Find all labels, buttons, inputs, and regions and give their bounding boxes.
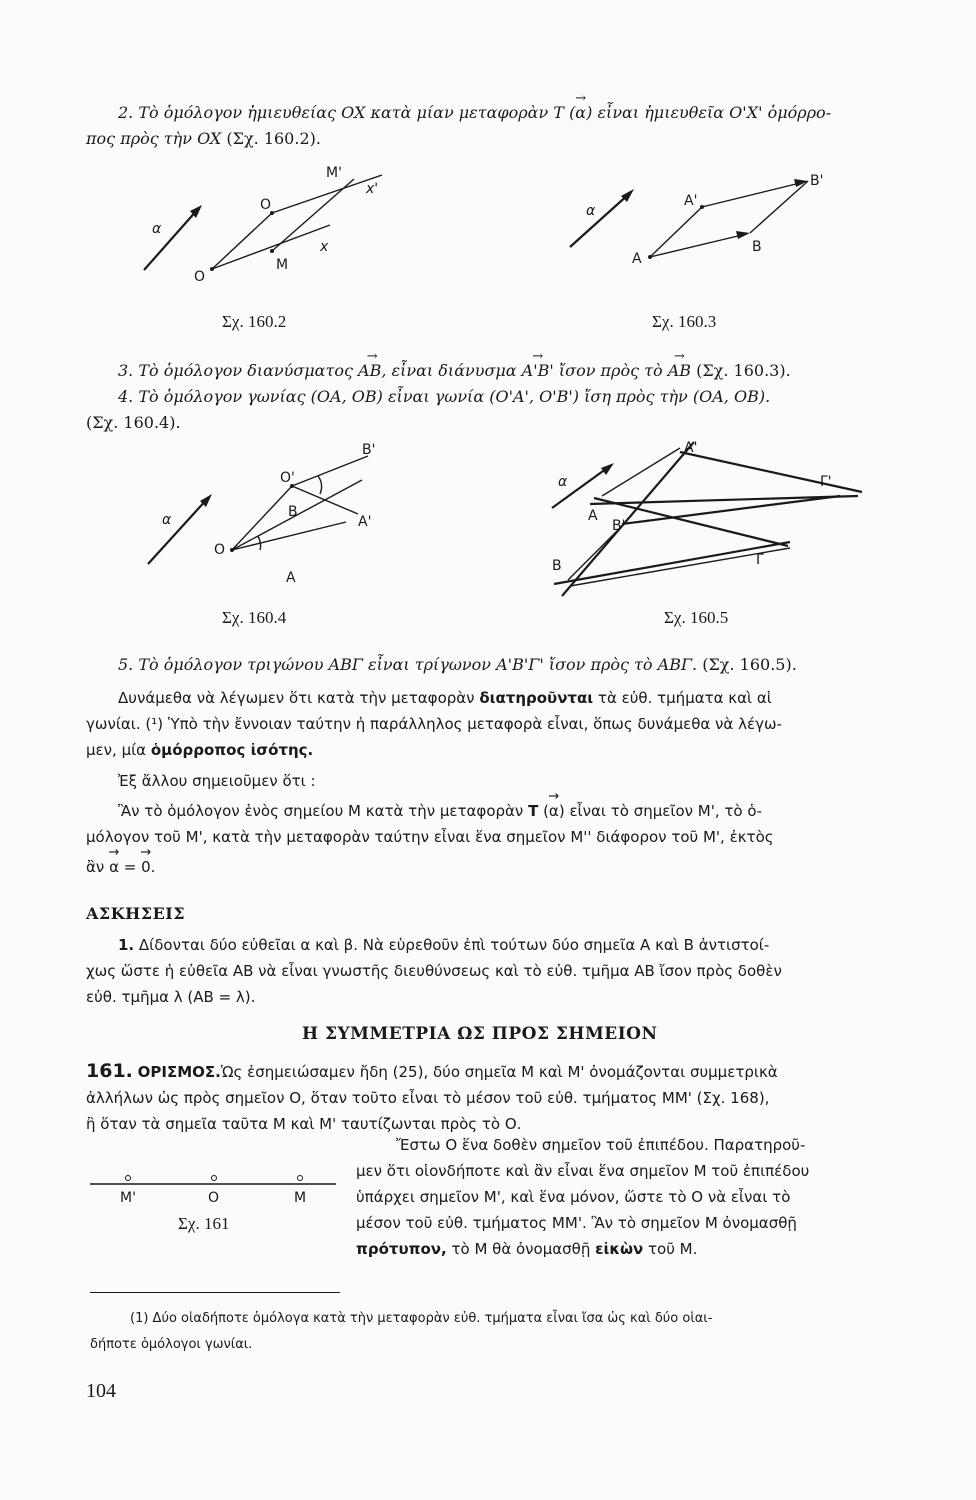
section-title: Η ΣΥΜΜΕΤΡΙΑ ΩΣ ΠΡΟΣ ΣΗΜΕΙΟΝ: [302, 1024, 658, 1044]
alpha-label: α: [586, 203, 596, 219]
item-4-text-b: εἶναι γωνία: [387, 387, 485, 406]
figure-160-4: [140, 440, 400, 590]
para1-bold-equality: ὁμόρροπος ἰσότης.: [150, 741, 314, 759]
ray-oa: [232, 522, 346, 550]
label-b: B: [552, 558, 562, 574]
point-m: [270, 249, 274, 253]
label-bp: B': [362, 442, 376, 458]
point-m: [298, 1176, 303, 1181]
definition-line-2: ἀλλήλων ὡς πρὸς σημεῖον Ο, ὅταν τοῦτο εἶναι τὸ μέσον τοῦ εὐθ. τμήματος ΜΜ' (Σχ. 168),: [86, 1089, 770, 1107]
point-ap: [700, 205, 704, 209]
alpha-arrow-head: [601, 463, 614, 475]
para3-equals: =: [123, 858, 137, 876]
item-5-number: 5.: [118, 655, 134, 674]
footnote: [90, 1306, 940, 1358]
item-5-ref: (Σχ. 160.5).: [702, 655, 797, 674]
definition-label: ΟΡΙΣΜΟΣ.: [137, 1063, 221, 1081]
label-m: M: [294, 1190, 307, 1206]
definition-line-3: ἢ ὅταν τὰ σημεῖα ταῦτα Μ καὶ Μ' ταυτίζωνται πρὸς τὸ Ο.: [86, 1115, 522, 1133]
right-line-4: μέσον τοῦ εὐθ. τμήματος ΜΜ'. Ἂν τὸ σημεῖον Μ ὀνομασθῇ: [356, 1214, 797, 1232]
para3-text-b: εἶναι τὸ σημεῖον Μ', τὸ ὁ-: [569, 802, 762, 820]
label-gp: Γ': [820, 474, 832, 490]
label-o: O: [194, 269, 206, 285]
item-5: [118, 652, 797, 678]
item-4-text-c: ἴση πρὸς τὴν: [584, 387, 688, 406]
label-mp: M': [120, 1190, 136, 1206]
para3-t: T: [528, 802, 539, 820]
segment-mm: [272, 179, 354, 251]
item-4: [118, 384, 770, 410]
angle-oaobp: (O'A', O'B'): [489, 387, 580, 406]
item-3-number: 3.: [118, 361, 134, 380]
exercise-line-3: εὐθ. τμῆμα λ (ΑΒ = λ).: [86, 988, 256, 1006]
footnote-line-2: δήποτε ὁμόλογοι γωνίαι.: [90, 1337, 253, 1352]
para3-text-a: Ἂν τὸ ὁμόλογον ἑνὸς σημείου Μ κατὰ τὴν μεταφορὰν: [118, 802, 524, 820]
vector-apbp: [702, 183, 800, 207]
angle-arc-op: [318, 476, 322, 494]
angle-oaob: (OA, OB): [310, 387, 383, 406]
alpha-label: α: [152, 221, 162, 237]
point-o: [212, 1176, 217, 1181]
alpha-vector: → (α): [569, 100, 592, 126]
vector-apbp-label: → A'B': [522, 358, 554, 384]
ray-ox: [212, 225, 330, 269]
exercise-line-2: χως ὥστε ἡ εὐθεῖα ΑΒ νὰ εἶναι γνωστῆς διευθύνσεως καὶ τὸ εὐθ. τμῆμα ΑΒ ἴσον πρὸς δοθὲν: [86, 962, 782, 980]
vector-ab2-label: → AB: [668, 358, 691, 384]
alpha-label: α: [162, 512, 172, 528]
point-mp: [126, 1176, 131, 1181]
item-3-text-b: εἶναι διάνυσμα: [391, 361, 517, 380]
term-prototype: πρότυπον,: [356, 1240, 447, 1258]
exercise-number: 1.: [118, 936, 135, 954]
label-op: O: [260, 197, 272, 213]
segment-oo: [212, 213, 272, 269]
label-mp: M': [326, 165, 342, 181]
para3-line-2: μόλογον τοῦ Μ', κατὰ τὴν μεταφορὰν ταύτην εἶναι ἕνα σημεῖον Μ'' διάφορον τοῦ Μ', ἐκτὸς: [86, 828, 774, 846]
t-label: T: [553, 103, 564, 122]
label-m: M: [276, 257, 289, 273]
item-2-number: 2.: [118, 103, 134, 122]
arrow-b: [736, 231, 750, 239]
exercise-1: [86, 932, 936, 1010]
triangle-abg: ΑΒΓ: [328, 655, 363, 674]
label-bp: B': [810, 173, 824, 189]
caption-160-2: Σχ. 160.2: [222, 312, 287, 331]
item-3-ref: (Σχ. 160.3).: [696, 361, 791, 380]
label-x: x: [320, 239, 329, 255]
label-ap: A': [684, 440, 698, 456]
paragraph-3: [86, 798, 936, 880]
para3-zero-vector: → 0: [141, 854, 151, 880]
section-definition: [86, 1058, 936, 1137]
item-5-text: Τὸ ὁμόλογον τριγώνου: [138, 655, 324, 674]
alpha-label: α: [558, 474, 568, 490]
item-5-text-c: ἴσον πρὸς τὸ: [548, 655, 653, 674]
para1-text-c: τὰ εὐθ. τμήματα καὶ αἱ: [597, 689, 772, 707]
item-2-ref: (Σχ. 160.2).: [226, 129, 321, 148]
line-ap-gp: [680, 452, 862, 492]
right-line-5d: τοῦ Μ.: [648, 1240, 698, 1258]
oxp-label: O'X': [729, 103, 763, 122]
term-image: εἰκὼν: [595, 1240, 644, 1258]
point-a: [648, 255, 652, 259]
figure-161: [90, 1168, 340, 1208]
line-b-ap: [562, 442, 694, 596]
vector-ab: [650, 235, 742, 257]
ox2-label: OX: [197, 129, 222, 148]
para3-alpha: → α: [109, 854, 119, 880]
ray-opap: [292, 486, 358, 514]
item-4-ref: (Σχ. 160.4).: [86, 413, 181, 432]
caption-160-5: Σχ. 160.5: [664, 608, 729, 627]
item-2-text-d: ὁμόρρο-: [767, 103, 832, 122]
figure-160-5: [540, 436, 870, 606]
point-o: [230, 548, 234, 552]
item-2-line2-text: πος πρὸς τὴν: [86, 129, 192, 148]
paragraph-1: [86, 685, 936, 763]
paragraph-2: Ἐξ ἄλλου σημειοῦμεν ὅτι :: [118, 772, 316, 790]
para3-an: ἂν: [86, 858, 105, 876]
label-xp: x': [366, 181, 379, 197]
item-2-text-c: εἶναι ἡμιευθεῖα: [597, 103, 725, 122]
item-2: [118, 100, 938, 126]
triangle-abgp: Α'Β'Γ': [496, 655, 544, 674]
right-line-5b: τὸ Μ θὰ ὀνομασθῇ: [451, 1240, 591, 1258]
alpha-arrow-shaft: [148, 498, 208, 564]
section-number: 161.: [86, 1060, 133, 1082]
item-2-line-2: [86, 126, 321, 152]
caption-160-3: Σχ. 160.3: [652, 312, 717, 331]
point-o: [210, 267, 214, 271]
item-5-text-b: εἶναι τρίγωνον: [368, 655, 492, 674]
label-op: O': [280, 470, 295, 486]
label-ap: A': [684, 193, 698, 209]
exercise-line-1: Δίδονται δύο εὐθεῖαι α καὶ β. Νὰ εὑρεθοῦν ἐπὶ τούτων δύο σημεῖα Α καὶ Β ἀντιστοί-: [138, 936, 770, 954]
item-3-text: Τὸ ὁμόλογον διανύσματος: [138, 361, 353, 380]
label-a: A: [286, 570, 296, 586]
segment-oop: [232, 486, 292, 550]
label-bp: B': [612, 518, 626, 534]
item-4-number: 4.: [118, 387, 134, 406]
ray-opbp: [292, 456, 368, 486]
vector-ab-label: → AB,: [358, 358, 386, 384]
label-g: Γ: [756, 552, 764, 568]
item-3-text-c: ἴσον πρὸς τὸ: [558, 361, 663, 380]
angle-oaob2: (OA, OB).: [692, 387, 771, 406]
label-b: B: [288, 504, 298, 520]
label-o: O: [208, 1190, 220, 1206]
figure-160-2: [130, 165, 390, 300]
right-line-1: Ἔστω Ο ἕνα δοθὲν σημεῖον τοῦ ἐπιπέδου. Παρατηροῦ-: [396, 1136, 806, 1154]
para1-bold-preserve: διατηροῦνται: [479, 689, 594, 707]
definition-line-1: Ὡς ἐσημειώσαμεν ἤδη (25), δύο σημεῖα Μ καὶ Μ' ὀνομάζονται συμμετρικὰ: [220, 1063, 778, 1081]
line-a-gp: [590, 496, 858, 504]
footnote-rule: [90, 1292, 340, 1293]
para3-alpha-vector: → (α): [543, 798, 565, 824]
exercises-title: ΑΣΚΗΣΕΙΣ: [86, 904, 186, 923]
page-number: 104: [86, 1380, 116, 1402]
para1-text-a: Δυνάμεθα νὰ λέγωμεν ὅτι κατὰ τὴν μεταφορὰν: [118, 689, 475, 707]
item-3: [118, 358, 791, 384]
alpha-arrow-shaft: [570, 193, 630, 247]
item-2-text-b: κατὰ μίαν μεταφορὰν: [370, 103, 549, 122]
item-4-text: Τὸ ὁμόλογον γωνίας: [138, 387, 306, 406]
label-b: B: [752, 239, 762, 255]
footnote-line-1: (1) Δύο οἱαδήποτε ὁμόλογα κατὰ τὴν μεταφορὰν εὐθ. τμήματα εἶναι ἴσα ὡς καὶ δύο οἱαι-: [130, 1311, 713, 1326]
triangle-abg2: ΑΒΓ.: [657, 655, 698, 674]
para1-text-3a: μεν, μία: [86, 741, 147, 759]
item-2-text: Τὸ ὁμόλογον ἡμιευθείας: [138, 103, 337, 122]
label-ap: A': [358, 514, 372, 530]
ox-label: OX: [341, 103, 366, 122]
label-o: O: [214, 542, 226, 558]
label-a: A: [588, 508, 598, 524]
label-a: A: [632, 251, 642, 267]
right-line-2: μεν ὅτι οἱονδήποτε καὶ ἂν εἶναι ἕνα σημεῖον Μ τοῦ ἐπιπέδου: [356, 1162, 810, 1180]
section-right-text: [356, 1132, 940, 1262]
caption-161: Σχ. 161: [178, 1214, 230, 1233]
alpha-arrow-shaft: [144, 209, 198, 270]
right-line-3: ὑπάρχει σημεῖον Μ', καὶ ἕνα μόνον, ὥστε τὸ Ο νὰ εἶναι τὸ: [356, 1188, 791, 1206]
segment-aap: [650, 207, 702, 257]
caption-160-4: Σχ. 160.4: [222, 608, 287, 627]
figure-160-3: [560, 165, 850, 275]
para1-line-2: γωνίαι. (¹) Ὑπὸ τὴν ἔννοιαν ταύτην ἡ παράλληλος μεταφορὰ εἶναι, ὅπως δυνάμεθα νὰ λέγω-: [86, 715, 782, 733]
para3-period: .: [150, 858, 156, 876]
